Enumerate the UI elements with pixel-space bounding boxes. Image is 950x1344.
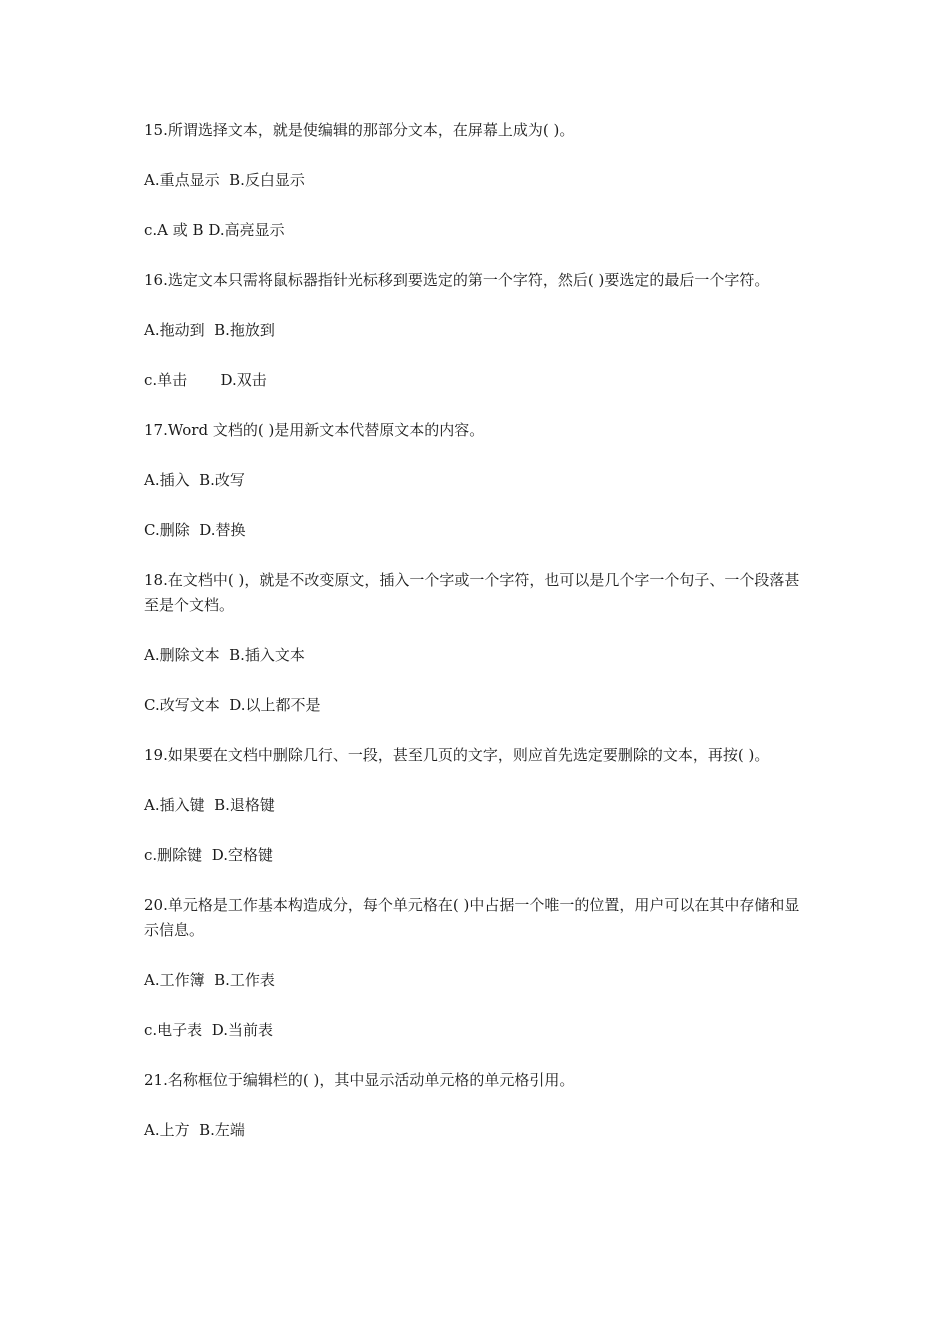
question-18-options-ab: A.删除文本 B.插入文本 [144,646,305,664]
question-20-options-cd: c.电子表 D.当前表 [144,1021,273,1039]
question-21: 21.名称框位于编辑栏的( )，其中显示活动单元格的单元格引用。 [144,1071,575,1089]
question-15-options-cd: c.A 或 B D.高亮显示 [144,221,285,239]
question-15: 15.所谓选择文本，就是使编辑的那部分文本，在屏幕上成为( )。 [144,121,575,139]
question-17-options-cd: C.删除 D.替换 [144,521,246,539]
question-20-options-ab: A.工作簿 B.工作表 [144,971,275,989]
question-17-options-ab: A.插入 B.改写 [144,471,245,489]
document-body [144,118,810,1168]
question-19-options-cd: c.删除键 D.空格键 [144,846,273,864]
question-16: 16.选定文本只需将鼠标器指针光标移到要选定的第一个字符，然后( )要选定的最后一个字符。 [144,271,770,289]
question-20: 20.单元格是工作基本构造成分，每个单元格在( )中占据一个唯一的位置，用户可以在其中存储和显示信息。 [144,896,800,939]
question-16-options-cd: c.单击 D.双击 [144,371,267,389]
question-19: 19.如果要在文档中删除几行、一段，甚至几页的文字，则应首先选定要删除的文本，再按( )。 [144,746,770,764]
question-15-options-ab: A.重点显示 B.反白显示 [144,171,305,189]
question-19-options-ab: A.插入键 B.退格键 [144,796,275,814]
question-21-options-ab: A.上方 B.左端 [144,1121,245,1139]
question-17: 17.Word 文档的( )是用新文本代替原文本的内容。 [144,421,485,439]
question-16-options-ab: A.拖动到 B.拖放到 [144,321,275,339]
question-18: 18.在文档中( )，就是不改变原文，插入一个字或一个字符，也可以是几个字一个句子、一个段落甚至是个文档。 [144,571,800,614]
question-18-options-cd: C.改写文本 D.以上都不是 [144,696,321,714]
